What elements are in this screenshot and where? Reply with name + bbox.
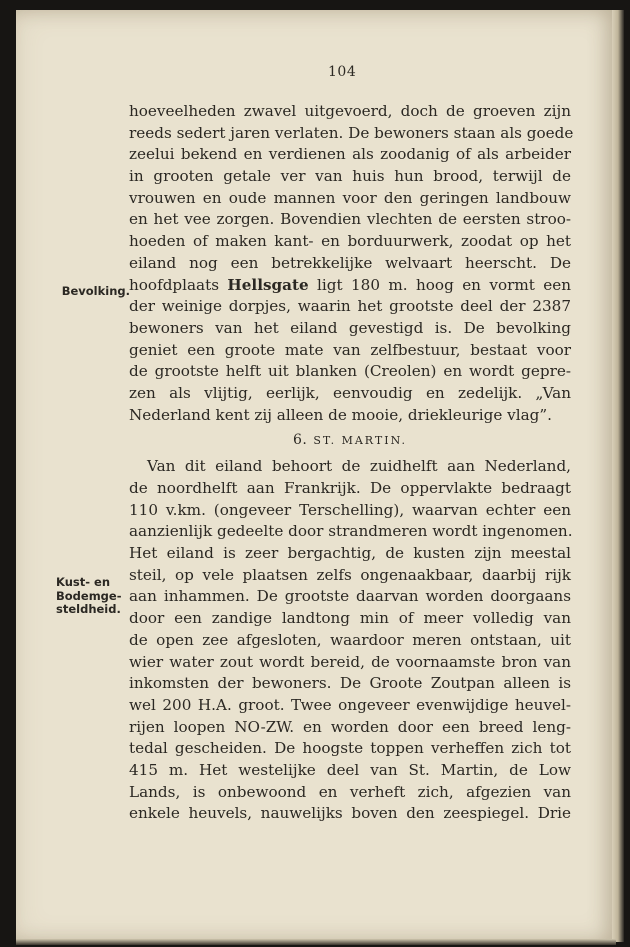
text-line: in grooten getale ver van huis hun brood, terwijl de — [129, 167, 571, 186]
margin-note-line: Bodemge- — [56, 588, 122, 603]
text-line: vrouwen en oude mannen voor den geringen landbouw — [129, 188, 571, 207]
text-line-hellsgate — [129, 275, 571, 297]
text-line: bewoners van het eiland gevestigd is. De bevolking — [129, 318, 571, 337]
margin-note-kust-en-bodemgesteldheid — [56, 576, 126, 617]
text-line: steil, op vele plaatsen zelfs ongenaakbaar, daarbij rijk — [129, 565, 571, 584]
text-line: hoeveelheden zwavel uitgevoerd, doch de groeven zijn — [129, 102, 571, 120]
text-line: aan inhammen. De grootste daarvan worden doorgaans — [129, 587, 571, 606]
page-number: 104 — [328, 64, 357, 80]
text-line: door een zandige landtong min of meer volledig van — [129, 609, 571, 628]
book-spine-edge — [612, 10, 624, 942]
section-number: 6. — [292, 432, 308, 449]
text-line: hoeden of maken kant- en borduurwerk, zoodat op het — [129, 232, 571, 251]
text-line: wel 200 H.A. groot. Twee ongeveer evenwijdige heuvel- — [129, 695, 571, 714]
text-line: wier water zout wordt bereid, de voornaamste bron van — [129, 652, 571, 671]
text-line: aanzienlijk gedeelte door strandmeren wordt ingenomen. — [129, 522, 573, 541]
text-line: tedal gescheiden. De hoogste toppen verheffen zich tot — [129, 739, 571, 758]
text-line: de open zee afgesloten, waardoor meren ontstaan, uit — [129, 630, 571, 649]
margin-note-bevolking: Bevolking. — [61, 284, 130, 298]
text-line: 415 m. Het westelijke deel van St. Martin, de Low — [129, 760, 571, 779]
text-line: Nederland kent zij alleen de mooie, driekleurige vlag”. — [129, 405, 552, 424]
text-line: zeelui bekend en verdienen als zoodanig of als arbeider — [129, 145, 571, 164]
text-fragment: hoofdplaats — [129, 275, 228, 294]
text-line: enkele heuvels, nauwelijks boven den zeespiegel. Drie — [129, 804, 571, 823]
margin-note-line: steldheid. — [56, 602, 121, 616]
text-line: rijen loopen NO-ZW. en worden door een breed leng- — [129, 717, 571, 736]
text-line: Van dit eiland behoort de zuidhelft aan Nederland, — [147, 457, 571, 476]
body-text — [129, 101, 574, 825]
page-bottom-edge — [16, 939, 616, 945]
text-line: 110 v.km. (ongeveer Terschelling), waarvan echter een — [129, 500, 571, 519]
text-line: Het eiland is zeer bergachtig, de kusten zijn meestal — [129, 544, 571, 563]
text-line: Lands, is onbewoond en verheft zich, afgezien van — [129, 782, 571, 801]
text-line: eiland nog een betrekkelijke welvaart heerscht. De — [129, 253, 571, 272]
section-title: ST. MARTIN. — [313, 434, 407, 448]
text-line: zen als vlijtig, eerlijk, eenvoudig en zedelijk. „Van — [129, 383, 571, 402]
text-line: der weinige dorpjes, waarin het grootste deel der 2387 — [129, 297, 571, 316]
text-line: reeds sedert jaren verlaten. De bewoners staan als goede — [129, 123, 574, 142]
text-line: geniet een groote mate van zelfbestuur, bestaat voor — [129, 340, 571, 359]
text-line: de noordhelft aan Frankrijk. De oppervlakte bedraagt — [129, 479, 571, 497]
text-line: de grootste helft uit blanken (Creolen) en wordt gepre- — [129, 362, 571, 381]
margin-note-line: Kust- en — [56, 575, 111, 589]
place-name-hellsgate: Hellsgate — [227, 275, 309, 294]
text-line: en het vee zorgen. Bovendien vlechten de eersten stroo- — [129, 210, 571, 229]
text-fragment: ligt 180 m. hoog en vormt een — [308, 275, 572, 294]
section-heading — [129, 428, 571, 452]
text-line: inkomsten der bewoners. De Groote Zoutpan alleen is — [129, 674, 571, 693]
